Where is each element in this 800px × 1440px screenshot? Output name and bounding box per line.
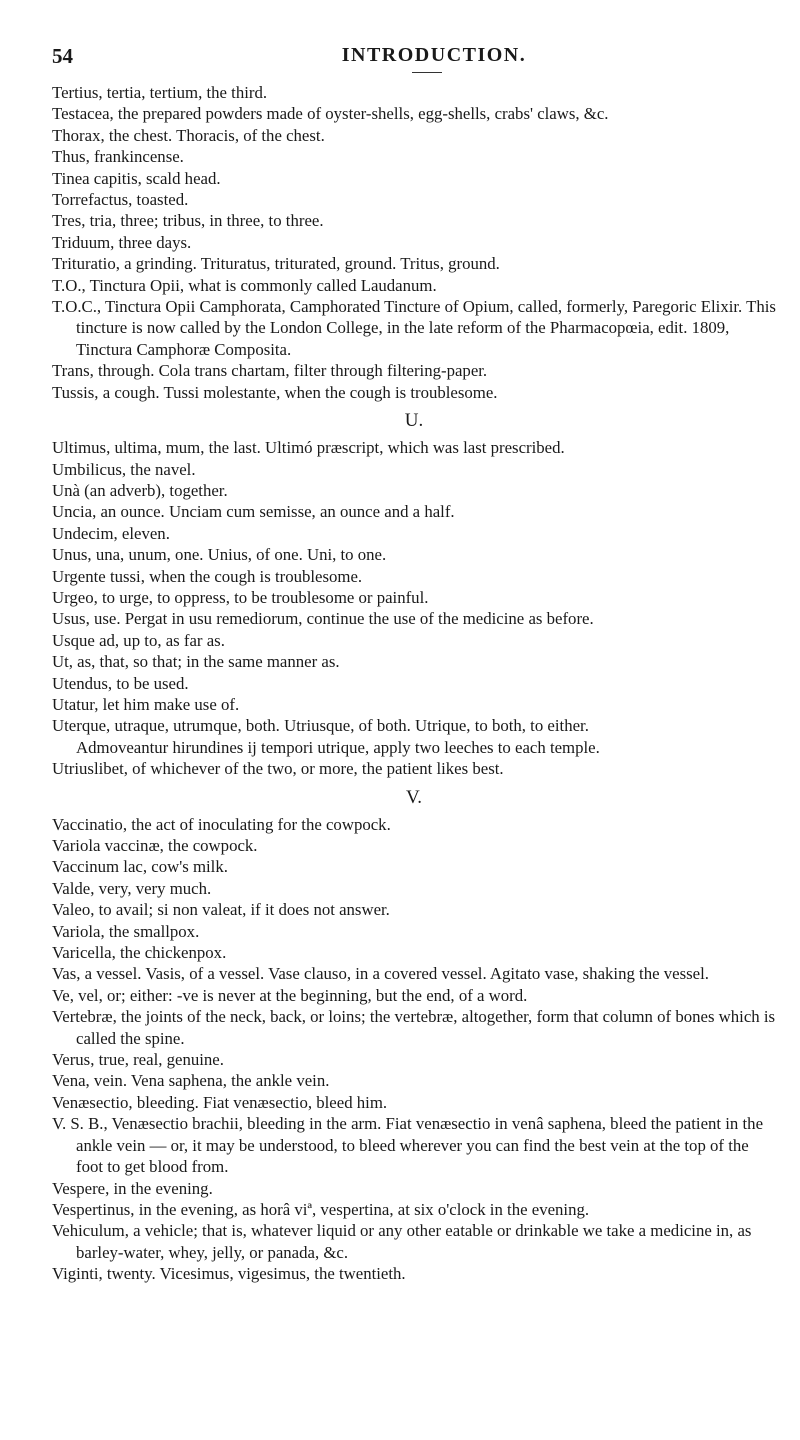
entry-urgeo: Urgeo, to urge, to oppress, to be troublesome or painful. <box>52 587 429 607</box>
entry-trituratio: Trituratio, a grinding. Trituratus, triturated, ground. Tritus, ground. <box>52 254 500 274</box>
entry-viginti: Viginti, twenty. Vicesimus, vigesimus, the twentieth. <box>52 1264 406 1284</box>
entry-usus: Usus, use. Pergat in usu remediorum, continue the use of the medicine as before. <box>52 609 594 629</box>
entry-ut: Ut, as, that, so that; in the same manner as. <box>52 652 340 672</box>
entry-variola: Variola, the smallpox. <box>52 921 200 941</box>
section-heading-v: V. <box>405 786 423 808</box>
entry-valeo: Valeo, to avail; si non valeat, if it does not answer. <box>52 900 390 920</box>
entry-vespertinus: Vespertinus, in the evening, as horâ viª, vespertina, at six o'clock in the evening. <box>52 1199 590 1219</box>
section-heading-u: U. <box>404 410 424 432</box>
entry-utendus: Utendus, to be used. <box>52 673 189 693</box>
entry-una: Unà (an adverb), together. <box>52 480 228 500</box>
entry-testacea: Testacea, the prepared powders made of oyster-shells, egg-shells, crabs' claws, &c. <box>52 104 609 124</box>
entry-thus: Thus, frankincense. <box>52 147 184 167</box>
entry-tres: Tres, tria, three; tribus, in three, to three. <box>52 211 324 231</box>
entry-tertius: Tertius, tertia, tertium, the third. <box>52 83 268 102</box>
entry-toc: T.O.C., Tinctura Opii Camphorata, Camphorated Tincture of Opium, called, formerly, Paregoric Elixir. This tincture is now called by the London College, in the late reform of the Pharmacopœia, edit. 1809, Tinctura Camphoræ Composita. <box>52 297 776 359</box>
entry-vertebrae: Vertebræ, the joints of the neck, back, or loins; the vertebræ, altogether, form that column of bones which is called the spine. <box>52 1007 776 1048</box>
entry-vas: Vas, a vessel. Vasis, of a vessel. Vase clauso, in a covered vessel. Agitato vase, shaking the vessel. <box>52 964 709 984</box>
header-ornament-rule <box>412 72 442 73</box>
entry-ve: Ve, vel, or; either: -ve is never at the beginning, but the end, of a word. <box>52 985 528 1005</box>
entry-vehiculum: Vehiculum, a vehicle; that is, whatever liquid or any other eatable or drinkable we take a medicine in, as barley-water, whey, jelly, or panada, &c. <box>52 1221 752 1262</box>
entry-uncia: Uncia, an ounce. Unciam cum semisse, an ounce and a half. <box>52 502 455 522</box>
entry-vena: Vena, vein. Vena saphena, the ankle vein. <box>52 1071 330 1091</box>
running-head: INTRODUCTION. <box>341 44 527 66</box>
entry-ultimus: Ultimus, ultima, mum, the last. Ultimó præscript, which was last prescribed. <box>52 438 565 458</box>
entry-verus: Verus, true, real, genuine. <box>52 1050 224 1070</box>
entry-usque-ad: Usque ad, up to, as far as. <box>52 630 225 650</box>
entry-vespere: Vespere, in the evening. <box>52 1178 213 1198</box>
entry-vsb: V. S. B., Venæsectio brachii, bleeding in the arm. Fiat venæsectio in venâ saphena, bleed the patient in the ankle vein — or, it may be understood, to bleed wherever you can find the best vein at the top of the foot to get blood from. <box>52 1114 764 1177</box>
entry-urgente-tussi: Urgente tussi, when the cough is troublesome. <box>52 566 363 586</box>
entry-triduum: Triduum, three days. <box>52 232 192 252</box>
entry-tinea-capitis: Tinea capitis, scald head. <box>52 168 221 188</box>
entry-admoveantur-example: Admoveantur hirundines ij tempori utrique, apply two leeches to each temple. <box>76 737 600 757</box>
entry-valde: Valde, very, very much. <box>52 878 212 898</box>
entry-vaccinatio: Vaccinatio, the act of inoculating for the cowpock. <box>52 814 391 834</box>
entry-utriuslibet: Utriuslibet, of whichever of the two, or more, the patient likes best. <box>52 759 504 779</box>
entry-variola-vaccinae: Variola vaccinæ, the cowpock. <box>52 836 258 855</box>
entry-vaccinum-lac: Vaccinum lac, cow's milk. <box>52 857 228 877</box>
entry-unus: Unus, una, unum, one. Unius, of one. Uni, to one. <box>52 545 387 565</box>
entry-varicella: Varicella, the chickenpox. <box>52 943 227 963</box>
entry-trans: Trans, through. Cola trans chartam, filter through filtering-paper. <box>52 361 488 381</box>
entry-utatur: Utatur, let him make use of. <box>52 694 240 714</box>
entry-umbilicus: Umbilicus, the navel. <box>52 459 196 479</box>
entry-uterque: Uterque, utraque, utrumque, both. Utriusque, of both. Utrique, to both, to either. <box>52 716 589 736</box>
entry-undecim: Undecim, eleven. <box>52 523 170 543</box>
glossary-entries <box>52 82 776 1285</box>
entry-to: T.O., Tinctura Opii, what is commonly called Laudanum. <box>52 275 437 295</box>
entry-torrefactus: Torrefactus, toasted. <box>52 190 189 210</box>
entry-venaesectio: Venæsectio, bleeding. Fiat venæsectio, bleed him. <box>52 1092 388 1112</box>
page-number: 54 <box>52 44 73 68</box>
page-header <box>52 0 776 68</box>
entry-tussis: Tussis, a cough. Tussi molestante, when the cough is troublesome. <box>52 382 498 402</box>
entry-thorax: Thorax, the chest. Thoracis, of the chest. <box>52 125 325 145</box>
